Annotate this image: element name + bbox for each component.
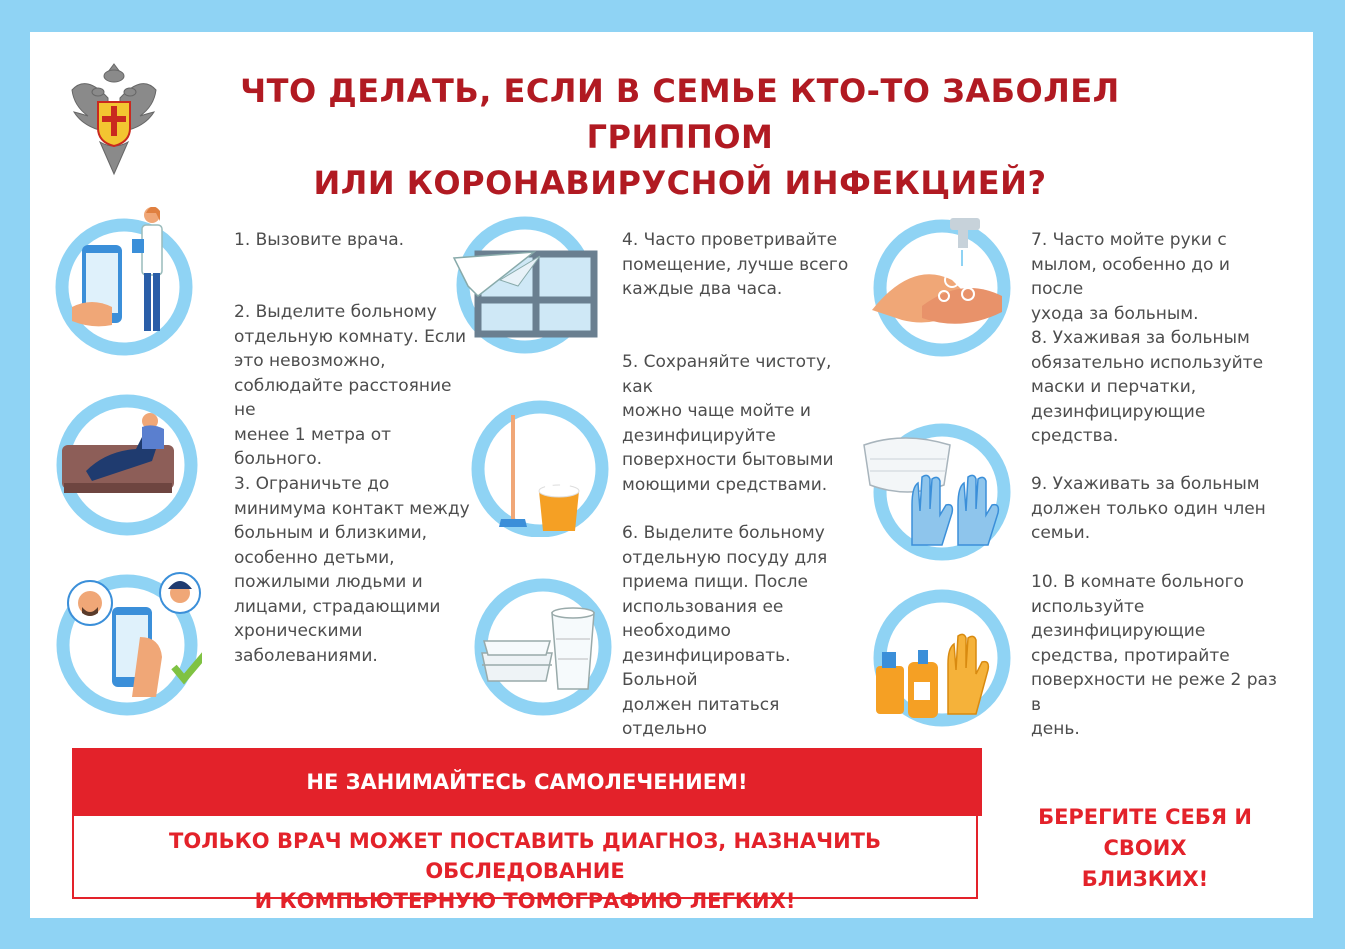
warning-line-2: И КОМПЬЮТЕРНУЮ ТОМОГРАФИЮ ЛЕГКИХ!	[254, 889, 796, 913]
warning-text	[72, 816, 978, 913]
care-message	[1005, 802, 1285, 895]
step-3: 3. Ограничьте до минимума контакт между больным и близкими, особенно детьми, пожилыми людьми и лицами, страдающими хроническими заболеваниями.	[234, 474, 470, 666]
title-line-2: ИЛИ КОРОНАВИРУСНОЙ ИНФЕКЦИЕЙ?	[313, 164, 1047, 202]
title-line-1: ЧТО ДЕЛАТЬ, ЕСЛИ В СЕМЬЕ КТО-ТО ЗАБОЛЕЛ ГРИППОМ	[240, 72, 1120, 156]
dishes-icon	[468, 567, 618, 717]
step-1: 1. Вызовите врача.	[234, 230, 405, 250]
patient-on-sofa-icon	[52, 387, 202, 537]
cleaning-bucket-icon	[465, 387, 615, 537]
step-7: 7. Часто мойте руки с мылом, особенно до и после ухода за больным.	[1031, 230, 1230, 324]
mask-gloves-icon	[862, 417, 1012, 567]
warning-line-1: ТОЛЬКО ВРАЧ МОЖЕТ ПОСТАВИТЬ ДИАГНОЗ, НАЗНАЧИТЬ ОБСЛЕДОВАНИЕ	[169, 829, 881, 883]
rospotrebnadzor-emblem-icon	[68, 54, 160, 182]
phone-chat-icon	[52, 567, 202, 717]
doctor-call-icon	[52, 207, 202, 357]
step-5: 5. Сохраняйте чистоту, как можно чаще мойте и дезинфицируйте поверхности бытовыми моющими средствами.	[622, 352, 834, 495]
step-9: 9. Ухаживать за больным должен только один член семьи.	[1031, 474, 1266, 543]
hand-washing-icon	[862, 210, 1012, 360]
warning-box	[72, 748, 982, 913]
warning-heading: НЕ ЗАНИМАЙТЕСЬ САМОЛЕЧЕНИЕМ!	[72, 748, 982, 816]
care-line-2: БЛИЗКИХ!	[1081, 867, 1209, 891]
disinfectant-icon	[862, 582, 1012, 732]
poster	[30, 32, 1313, 918]
step-2: 2. Выделите больному отдельную комнату. Если это невозможно, соблюдайте расстояние не менее 1 метра от больного.	[234, 302, 467, 469]
step-8: 8. Ухаживая за больным обязательно используйте маски и перчатки, дезинфицирующие средства.	[1031, 328, 1264, 446]
step-4: 4. Часто проветривайте помещение, лучше всего каждые два часа.	[622, 230, 849, 299]
care-line-1: БЕРЕГИТЕ СЕБЯ И СВОИХ	[1038, 805, 1252, 860]
step-6: 6. Выделите больному отдельную посуду для приема пищи. После использования ее необходимо дезинфицировать. Больной должен питаться отдельно	[622, 523, 828, 739]
page-title	[180, 68, 1180, 206]
step-10: 10. В комнате больного используйте дезинфицирующие средства, протирайте поверхности не реже 2 раз в день.	[1031, 572, 1277, 739]
